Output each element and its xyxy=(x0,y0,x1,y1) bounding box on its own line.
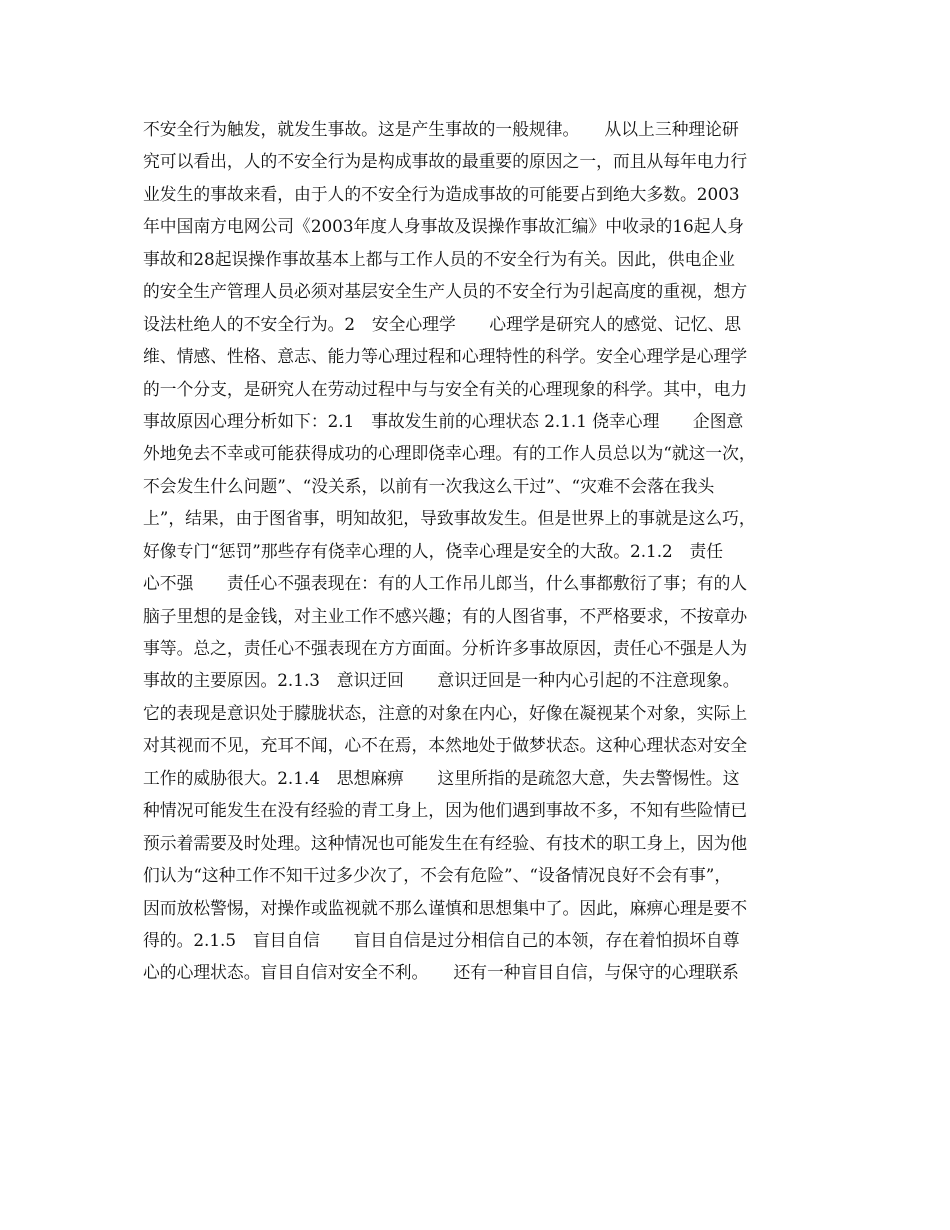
text-line: 预示着需要及时处理。这种情况也可能发生在有经验、有技术的职工身上，因为他 xyxy=(143,832,748,853)
text-line: 好像专门“惩罚”那些存有侥幸心理的人，侥幸心理是安全的大敌。2.1.2 责任 xyxy=(143,540,724,561)
text-line: 事故的主要原因。2.1.3 意识迂回 意识迂回是一种内心引起的不注意现象。 xyxy=(143,670,740,691)
text-line: 脑子里想的是金钱，对主业工作不感兴趣；有的人图省事，不严格要求，不按章办 xyxy=(143,605,748,626)
text-line: 心不强 责任心不强表现在：有的人工作吊儿郎当，什么事都敷衍了事；有的人 xyxy=(143,573,748,594)
text-line: 们认为“这种工作不知干过多少次了，不会有危险”、“设备情况良好不会有事”， xyxy=(143,865,732,886)
text-line: 工作的威胁很大。2.1.4 思想麻痹 这里所指的是疏忽大意，失去警惕性。这 xyxy=(143,767,740,788)
text-line: 的一个分支，是研究人在劳动过程中与与安全有关的心理现象的科学。其中，电力 xyxy=(143,378,748,399)
text-line: 种情况可能发生在没有经验的青工身上，因为他们遇到事故不多，不知有些险情已 xyxy=(143,800,748,821)
text-line: 因而放松警惕，对操作或监视就不那么谨慎和思想集中了。因此，麻痹心理是要不 xyxy=(143,897,748,918)
text-line: 不安全行为触发，就发生事故。这是产生事故的一般规律。 从以上三种理论研 xyxy=(143,119,739,139)
text-line: 事故和28起误操作事故基本上都与工作人员的不安全行为有关。因此，供电企业 xyxy=(143,248,735,269)
text-line: 上”，结果，由于图省事，明知故犯，导致事故发生。但是世界上的事就是这么巧， xyxy=(143,508,756,529)
text-line: 维、情感、性格、意志、能力等心理过程和心理特性的科学。安全心理学是心理学 xyxy=(143,346,748,367)
text-line: 事等。总之，责任心不强表现在方方面面。分析许多事故原因，责任心不强是人为 xyxy=(143,638,748,658)
text-line: 事故原因心理分析如下：2.1 事故发生前的心理状态 2.1.1 侥幸心理 企图意 xyxy=(143,410,744,431)
text-line: 业发生的事故来看，由于人的不安全行为造成事故的可能要占到绝大多数。2003 xyxy=(143,183,740,204)
text-line: 它的表现是意识处于朦胧状态，注意的对象在内心，好像在凝视某个对象，实际上 xyxy=(143,702,748,723)
text-line: 得的。2.1.5 盲目自信 盲目自信是过分相信自己的本领，存在着怕损坏自尊 xyxy=(143,929,740,950)
body-text xyxy=(143,113,823,989)
text-line: 设法杜绝人的不安全行为。2 安全心理学 心理学是研究人的感觉、记忆、思 xyxy=(143,313,742,334)
text-line: 对其视而不见，充耳不闻，心不在焉，本然地处于做梦状态。这种心理状态对安全 xyxy=(143,735,748,756)
text-line: 年中国南方电网公司《2003年度人身事故及误操作事故汇编》中收录的16起人身 xyxy=(143,216,745,237)
text-line: 究可以看出，人的不安全行为是构成事故的最重要的原因之一，而且从每年电力行 xyxy=(143,151,748,172)
text-line: 不会发生什么问题”、“没关系，以前有一次我这么干过”、“灾难不会落在我头 xyxy=(143,475,715,496)
text-line: 心的心理状态。盲目自信对安全不利。 还有一种盲目自信，与保守的心理联系 xyxy=(143,962,739,983)
text-line: 的安全生产管理人员必须对基层安全生产人员的不安全行为引起高度的重视，想方 xyxy=(143,281,748,302)
text-line: 外地免去不幸或可能获得成功的心理即侥幸心理。有的工作人员总以为“就这一次， xyxy=(143,443,756,464)
